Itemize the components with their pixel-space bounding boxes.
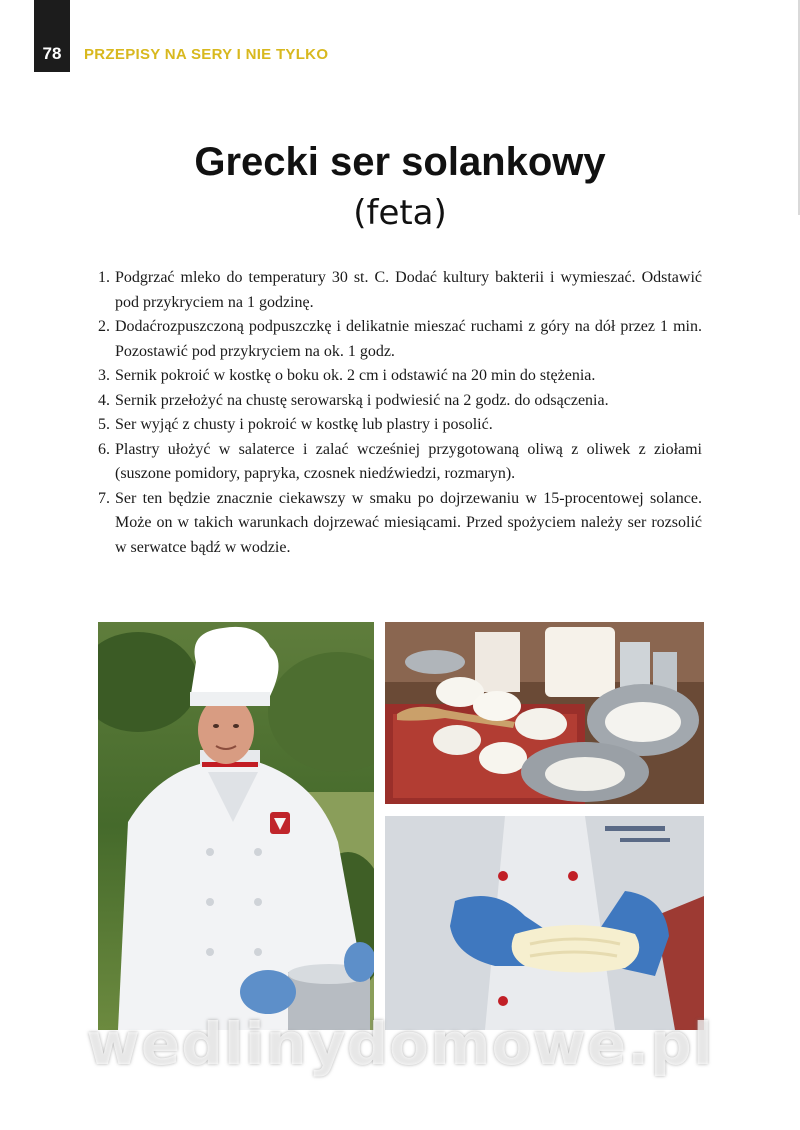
step-number: 3. xyxy=(98,367,110,384)
step-number: 5. xyxy=(98,416,110,433)
step-text: Sernik pokroić w kostkę o boku ok. 2 cm i odstawić na 20 min do stężenia. xyxy=(115,367,596,384)
chef-photo xyxy=(98,622,374,1030)
recipe-step xyxy=(98,266,702,315)
step-number: 1. xyxy=(98,269,110,286)
step-number: 2. xyxy=(98,318,110,335)
recipe-step xyxy=(98,487,702,561)
step-text: Podgrzać mleko do temperatury 30 st. C. Dodać kultury bakterii i wymieszać. Odstawić pod przykryciem na 1 godzinę. xyxy=(115,269,702,311)
recipe-steps-list xyxy=(98,266,702,560)
step-number: 4. xyxy=(98,391,110,409)
step-text: Plastry ułożyć w salaterce i zalać wcześniej przygotowaną oliwą z oliwek z ziołami (suszone pomidory, papryka, czosnek niedźwiedzi, rozmaryn). xyxy=(115,440,702,482)
recipe-title: Grecki ser solankowy xyxy=(194,140,606,184)
recipe-step xyxy=(98,438,702,487)
running-header: PRZEPISY NA SERY I NIE TYLKO xyxy=(84,46,329,63)
page-number: 78 xyxy=(42,44,62,63)
step-number: 6. xyxy=(98,440,110,458)
step-text: Ser ten będzie znacznie ciekawszy w smaku po dojrzewaniu w 15-procentowej solance. Może on w takich warunkach dojrzewać miesiącami. Przed spożyciem należy ser rozsolić w serwatce bądź w wodzie. xyxy=(115,489,702,556)
cheese-hands-photo xyxy=(385,816,704,1030)
recipe-step xyxy=(98,315,702,364)
page-number-tab xyxy=(34,0,70,72)
step-text: Sernik przełożyć na chustę serowarską i podwiesić na 2 godz. do odsączenia. xyxy=(115,391,609,409)
step-text: Ser wyjąć z chusty i pokroić w kostkę lub plastry i posolić. xyxy=(115,416,493,433)
recipe-subtitle: (feta) xyxy=(353,193,447,233)
recipe-step xyxy=(98,364,702,389)
cheese-rounds-photo xyxy=(385,622,704,804)
recipe-step xyxy=(98,413,702,438)
step-text: Dodaćrozpuszczoną podpuszczkę i delikatnie mieszać ruchami z góry na dół przez 1 min. Pozostawić pod przykryciem na ok. 1 godz. xyxy=(115,318,702,360)
step-number: 7. xyxy=(98,489,110,507)
watermark-text: wedlinydomowe.pl xyxy=(86,1010,714,1078)
recipe-step xyxy=(98,389,702,414)
